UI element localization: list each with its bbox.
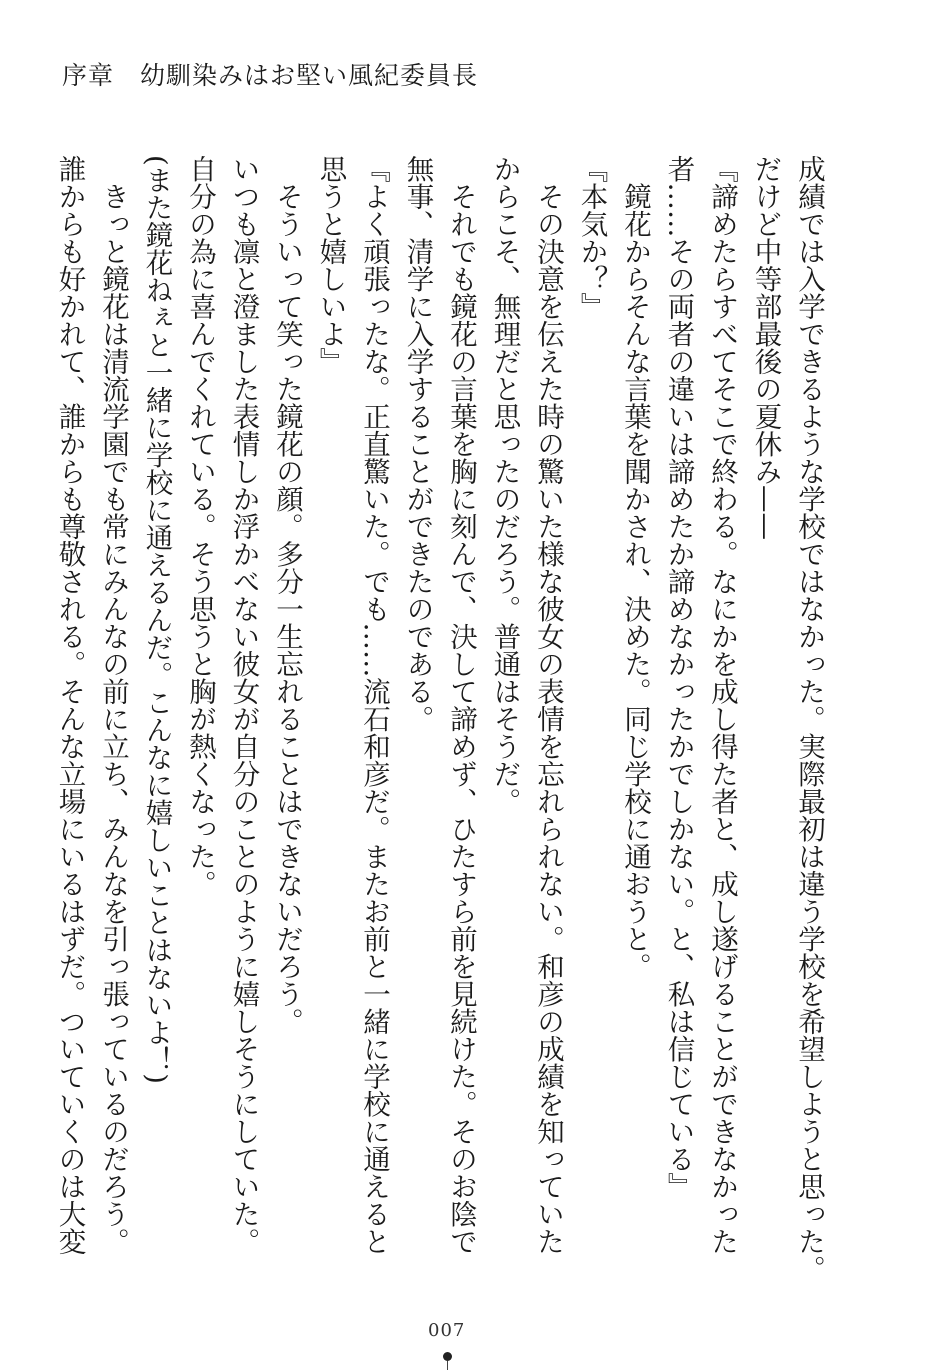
chapter-title: 序章 幼馴染みはお堅い風紀委員長	[62, 61, 479, 90]
text-line: それでも鏡花の言葉を胸に刻んで、決して諦めず、ひたすら前を見続けた。そのお陰で	[445, 155, 477, 1255]
text-line: その決意を伝えた時の驚いた様な彼女の表情を忘れられない。和彦の成績を知っていた	[532, 155, 564, 1255]
text-line: 『本気か？』	[575, 155, 608, 320]
text-line: 自分の為に喜んでくれている。そう思うと胸が熱くなった。	[184, 155, 216, 898]
binding-tick-mark	[447, 1361, 448, 1370]
text-line: 『諦めたらすべてそこで終わる。なにかを成し得た者と、成し遂げることができなかった	[706, 155, 738, 1255]
text-line: そういって笑った鏡花の顔。多分一生忘れることはできないだろう。	[271, 155, 303, 1035]
text-line: 鏡花からそんな言葉を聞かされ、決めた。同じ学校に通おうと。	[619, 155, 651, 980]
text-line: 無事、清学に入学することができたのである。	[401, 155, 434, 733]
page-number: 007	[428, 1320, 466, 1341]
text-line: 成績では入学できるような学校ではなかった。実際最初は違う学校を希望しようと思った。	[793, 155, 825, 1283]
text-line: 者……その両者の違いは諦めたか諦めなかったかでしかない。と、私は信じている』	[662, 155, 695, 1200]
text-line: 誰からも好かれて、誰からも尊敬される。そんな立場にいるはずだ。ついていくのは大変	[53, 155, 86, 1255]
text-line: 思うと嬉しいよ』	[314, 155, 347, 375]
text-line: からこそ、無理だと思ったのだろう。普通はそうだ。	[488, 155, 521, 815]
binding-dot-mark	[443, 1352, 452, 1361]
text-line: (また鏡花ねぇと一緒に学校に通えるんだ。こんなに嬉しいことはないよ！)	[140, 155, 173, 1084]
text-line: いつも凛と澄ました表情しか浮かべない彼女が自分のことのように嬉しそうにしていた。	[227, 155, 260, 1255]
text-line: 『よく頑張ったな。正直驚いた。でも……流石和彦だ。またお前と一緒に学校に通えると	[358, 155, 390, 1255]
text-line: きっと鏡花は清流学園でも常にみんなの前に立ち、みんなを引っ張っているのだろう。	[97, 155, 129, 1255]
body-text	[47, 155, 830, 1283]
text-line: だけど中等部最後の夏休み——	[749, 155, 782, 540]
